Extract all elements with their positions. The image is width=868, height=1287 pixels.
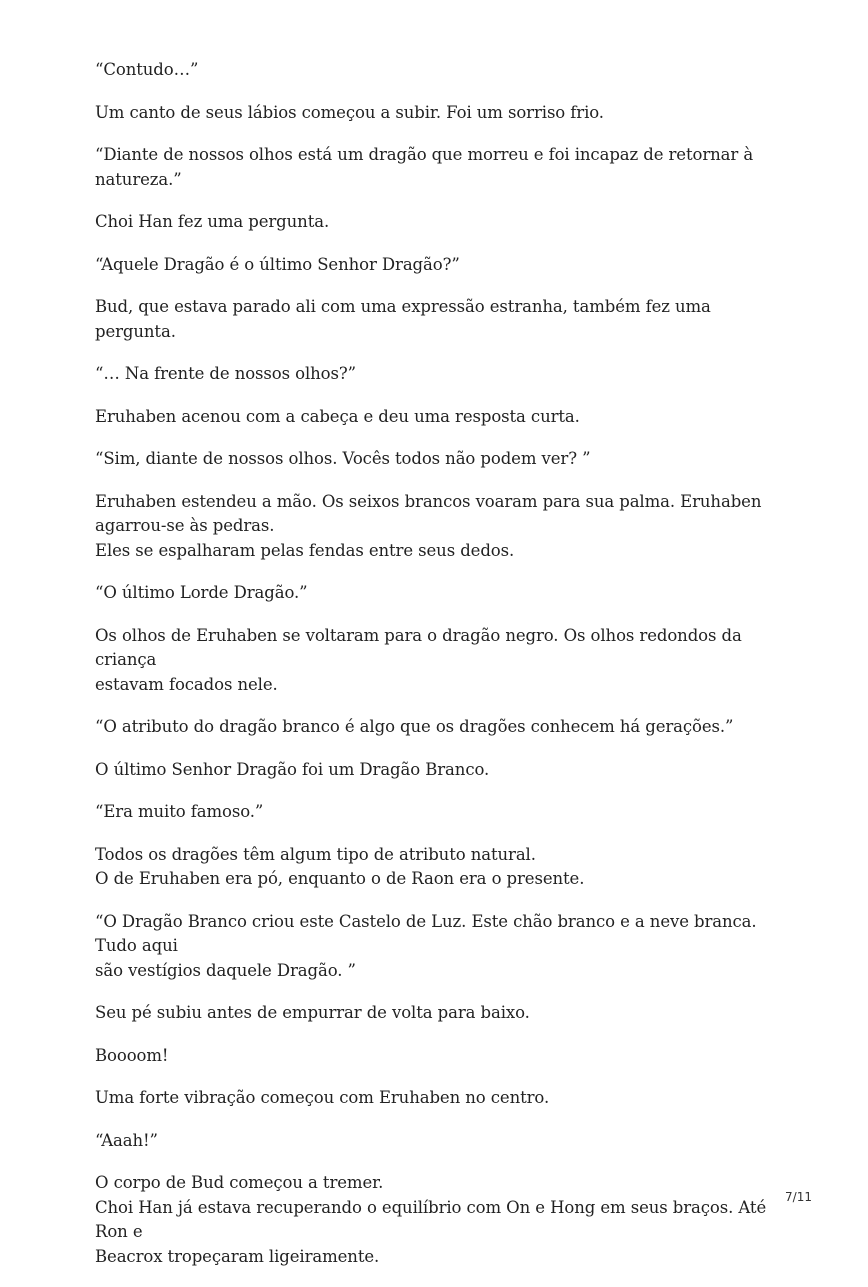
paragraph: “Era muito famoso.” [95, 802, 264, 821]
paragraph: Choi Han fez uma pergunta. [95, 212, 330, 231]
paragraph: Todos os dragões têm algum tipo de atributo natural. O de Eruhaben era pó, enquanto o de Raon era o presente. [95, 844, 585, 888]
page-number: 7/11 [785, 1190, 812, 1204]
paragraph: Uma forte vibração começou com Eruhaben no centro. [95, 1088, 550, 1107]
paragraph: “O Dragão Branco criou este Castelo de Luz. Este chão branco e a neve branca. Tudo aqui são vestígios daquele Dragão. ” [95, 911, 757, 980]
paragraph: Seu pé subiu antes de empurrar de volta para baixo. [95, 1003, 530, 1022]
document-body [95, 58, 795, 1287]
paragraph: “… Na frente de nossos olhos?” [95, 364, 356, 383]
paragraph: “Contudo…” [95, 60, 199, 79]
paragraph: “Aquele Dragão é o último Senhor Dragão?” [95, 254, 460, 274]
paragraph: Boooom! [95, 1045, 169, 1065]
paragraph: “Sim, diante de nossos olhos. Vocês todos não podem ver? ” [95, 449, 591, 468]
paragraph: Eruhaben estendeu a mão. Os seixos brancos voaram para sua palma. Eruhaben agarrou-se às pedras. Eles se espalharam pelas fendas entre seus dedos. [95, 491, 762, 560]
paragraph: “Aaah!” [95, 1130, 158, 1150]
paragraph: “O atributo do dragão branco é algo que os dragões conhecem há gerações.” [95, 717, 734, 736]
paragraph: “Diante de nossos olhos está um dragão que morreu e foi incapaz de retornar à natureza.” [95, 145, 754, 189]
paragraph: O último Senhor Dragão foi um Dragão Branco. [95, 759, 490, 779]
paragraph: Eruhaben acenou com a cabeça e deu uma resposta curta. [95, 406, 580, 426]
paragraph: O corpo de Bud começou a tremer. Choi Han já estava recuperando o equilíbrio com On e Hong em seus braços. Até Ron e Beacrox tropeçaram ligeiramente. [95, 1173, 767, 1266]
paragraph: Bud, que estava parado ali com uma expressão estranha, também fez uma pergunta. [95, 297, 716, 341]
paragraph: “O último Lorde Dragão.” [95, 583, 308, 602]
paragraph: Os olhos de Eruhaben se voltaram para o dragão negro. Os olhos redondos da criança estavam focados nele. [95, 625, 742, 694]
paragraph: Um canto de seus lábios começou a subir. Foi um sorriso frio. [95, 102, 604, 122]
